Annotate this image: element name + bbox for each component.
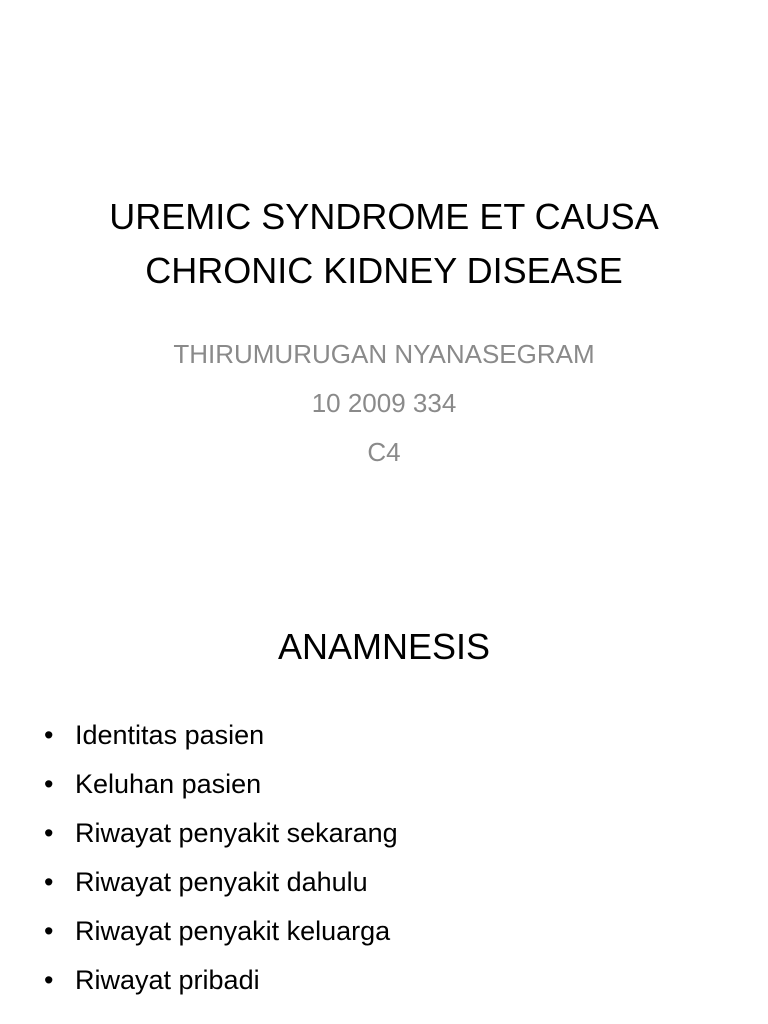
- list-item-text: Riwayat penyakit sekarang: [75, 818, 398, 848]
- list-item: [44, 858, 398, 907]
- bullet-icon: •: [44, 916, 54, 946]
- group-code: C4: [367, 437, 401, 467]
- bullet-list: [44, 711, 398, 1005]
- list-item: [44, 907, 398, 956]
- bullet-icon: •: [44, 818, 54, 848]
- list-item-text: Riwayat penyakit dahulu: [75, 867, 368, 897]
- slide-subtitle: [0, 330, 768, 477]
- list-item-text: Identitas pasien: [75, 720, 265, 750]
- list-item-text: Riwayat penyakit keluarga: [75, 916, 391, 946]
- bullet-icon: •: [44, 965, 54, 995]
- list-item: [44, 956, 398, 1005]
- list-item: [44, 809, 398, 858]
- list-item-text: Riwayat pribadi: [75, 965, 260, 995]
- author-name: THIRUMURUGAN NYANASEGRAM: [173, 339, 595, 369]
- content-slide-title: ANAMNESIS: [277, 626, 491, 667]
- slide-title-line-2: CHRONIC KIDNEY DISEASE: [145, 250, 623, 291]
- list-item: [44, 711, 398, 760]
- bullet-icon: •: [44, 720, 54, 750]
- student-id: 10 2009 334: [311, 388, 457, 418]
- bullet-icon: •: [44, 769, 54, 799]
- slide-title-line-1: UREMIC SYNDROME ET CAUSA: [109, 196, 659, 237]
- content-slide: [0, 576, 768, 1024]
- bullet-icon: •: [44, 867, 54, 897]
- list-item: [44, 760, 398, 809]
- list-item-text: Keluhan pasien: [75, 769, 262, 799]
- slide-title: [0, 190, 768, 298]
